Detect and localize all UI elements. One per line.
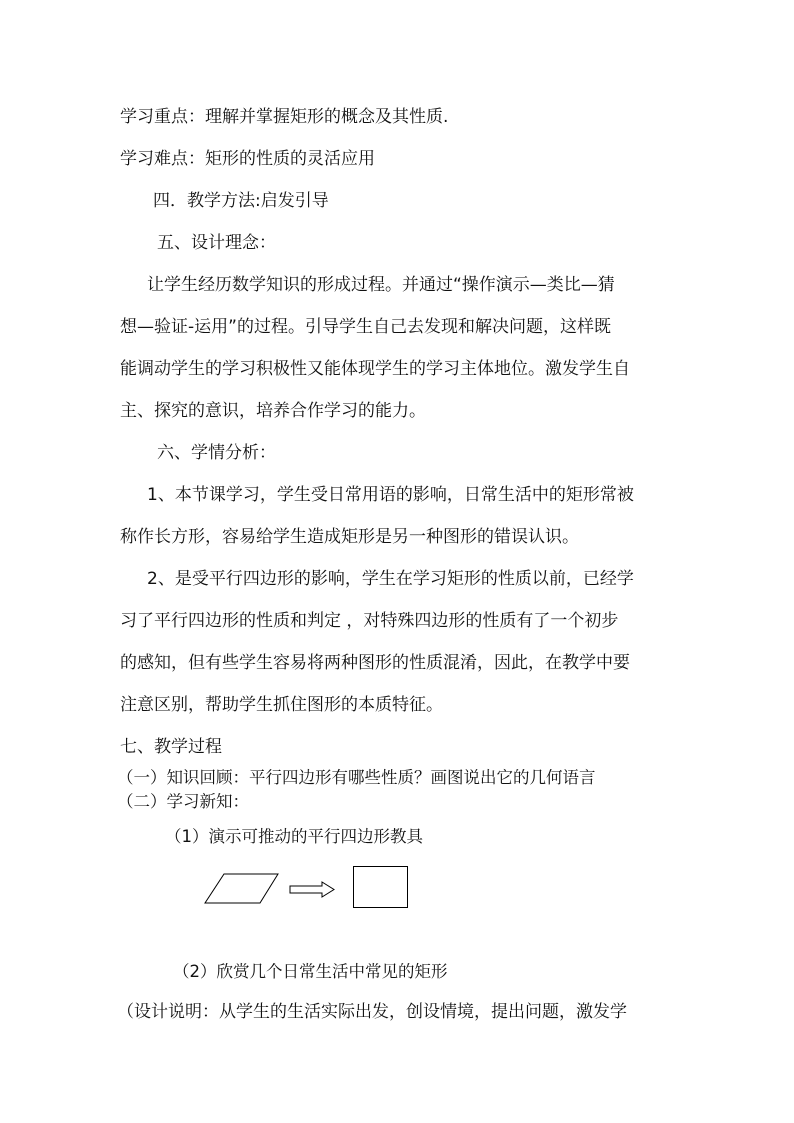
section-seven-heading: 七、教学过程 — [120, 737, 222, 757]
paragraph-line: 让学生经历数学知识的形成过程。并通过“操作演示—类比—猜 — [147, 275, 615, 295]
key-point-line: 学习重点：理解并掌握矩形的概念及其性质. — [120, 107, 449, 127]
paragraph-line: 能调动学生的学习积极性又能体现学生的学习主体地位。激发学生自 — [120, 359, 630, 379]
section-four-heading: 四．教学方法:启发引导 — [153, 191, 329, 211]
section-five-heading: 五、设计理念： — [157, 233, 276, 253]
paragraph-line: 的感知，但有些学生容易将两种图形的性质混淆，因此，在教学中要 — [120, 653, 630, 673]
review-line: （一）知识回顾：平行四边形有哪些性质？画图说出它的几何语言 — [117, 768, 596, 787]
parallelogram-shape — [205, 874, 278, 903]
paragraph-line: 主、探究的意识，培养合作学习的能力。 — [120, 401, 426, 421]
section-six-heading: 六、学情分析： — [157, 443, 276, 463]
demo-line: （1）演示可推动的平行四边形教具 — [165, 827, 423, 846]
arrow-shape — [290, 882, 334, 897]
design-note-line: （设计说明：从学生的生活实际出发，创设情境，提出问题，激发学 — [117, 1002, 627, 1022]
paragraph-line: 称作长方形，容易给学生造成矩形是另一种图形的错误认识。 — [120, 527, 579, 547]
paragraph-line: 习了平行四边形的性质和判定 ，对特殊四边形的性质有了一个初步 — [120, 611, 619, 631]
paragraph-line: 1、本节课学习，学生受日常用语的影响，日常生活中的矩形常被 — [147, 485, 634, 505]
paragraph-line: 注意区别，帮助学生抓住图形的本质特征。 — [120, 695, 443, 715]
difficulty-line: 学习难点：矩形的性质的灵活应用 — [120, 149, 375, 169]
new-knowledge-line: （二）学习新知： — [117, 792, 249, 811]
paragraph-line: 想—验证-运用”的过程。引导学生自己去发现和解决问题，这样既 — [120, 317, 611, 337]
paragraph-line: 2、是受平行四边形的影响，学生在学习矩形的性质以前，已经学 — [147, 569, 634, 589]
appreciate-line: （2）欣赏几个日常生活中常见的矩形 — [173, 962, 448, 981]
rectangle-shape — [354, 867, 408, 908]
